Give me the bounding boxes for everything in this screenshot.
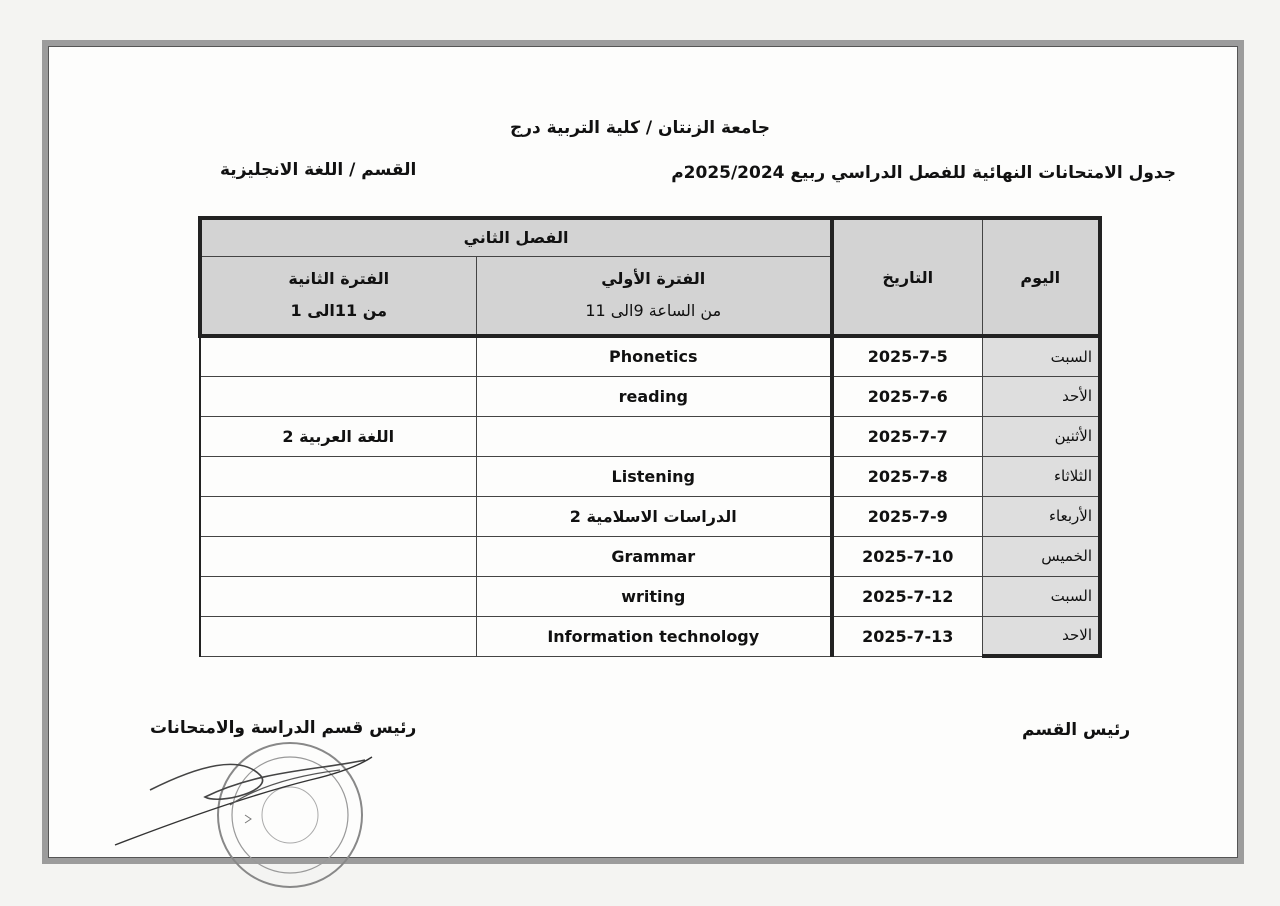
day-cell: الأثنين (982, 416, 1100, 456)
date-cell: 2025-7-6 (832, 376, 982, 416)
day-cell: السبت (982, 576, 1100, 616)
period-1-exam: Information technology (476, 616, 832, 656)
period-1-exam: Grammar (476, 536, 832, 576)
table-row (200, 536, 1100, 576)
day-cell: السبت (982, 336, 1100, 376)
header-semester: الفصل الثاني (200, 218, 832, 256)
date-cell: 2025-7-5 (832, 336, 982, 376)
period-2-exam (200, 496, 476, 536)
period-2-exam (200, 376, 476, 416)
exams-head-signature-label: رئيس قسم الدراسة والامتحانات (150, 718, 417, 738)
date-cell: 2025-7-12 (832, 576, 982, 616)
day-cell: الثلاثاء (982, 456, 1100, 496)
period-1-title: الفترة الأولي (601, 269, 706, 289)
date-cell: 2025-7-10 (832, 536, 982, 576)
day-cell: الخميس (982, 536, 1100, 576)
dept-head-signature-label: رئيس القسم (1022, 720, 1131, 740)
table-row (200, 416, 1100, 456)
period-2-exam: اللغة العربية 2 (200, 416, 476, 456)
period-1-exam: الدراسات الاسلامية 2 (476, 496, 832, 536)
schedule-heading: جدول الامتحانات النهائية للفصل الدراسي ربيع 2025/2024م (671, 163, 1176, 183)
date-cell: 2025-7-9 (832, 496, 982, 536)
period-2-time: من 11الى 1 (290, 301, 388, 321)
department-label: القسم / اللغة الانجليزية (220, 160, 417, 180)
period-2-title: الفترة الثانية (288, 269, 390, 289)
header-period-2 (200, 256, 476, 336)
official-stamp-signature (110, 735, 390, 900)
period-2-exam (200, 336, 476, 376)
period-1-exam: Listening (476, 456, 832, 496)
header-date: التاريخ (832, 218, 982, 336)
period-1-exam: Phonetics (476, 336, 832, 376)
table-row (200, 336, 1100, 376)
period-1-exam (476, 416, 832, 456)
university-title: جامعة الزنتان / كلية التربية درج (509, 118, 771, 138)
header-day: اليوم (982, 218, 1100, 336)
table-row (200, 376, 1100, 416)
period-1-exam: reading (476, 376, 832, 416)
day-cell: الأربعاء (982, 496, 1100, 536)
header-period-1 (476, 256, 832, 336)
period-2-exam (200, 536, 476, 576)
date-cell: 2025-7-7 (832, 416, 982, 456)
table-row (200, 496, 1100, 536)
period-2-exam (200, 456, 476, 496)
table-row (200, 456, 1100, 496)
period-2-exam (200, 616, 476, 656)
period-1-time: من الساعة 9الى 11 (585, 301, 722, 321)
day-cell: الأحد (982, 376, 1100, 416)
table-row (200, 576, 1100, 616)
table-row (200, 616, 1100, 656)
exam-schedule-table (198, 216, 1102, 658)
date-cell: 2025-7-8 (832, 456, 982, 496)
period-1-exam: writing (476, 576, 832, 616)
date-cell: 2025-7-13 (832, 616, 982, 656)
period-2-exam (200, 576, 476, 616)
day-cell: الاحد (982, 616, 1100, 656)
